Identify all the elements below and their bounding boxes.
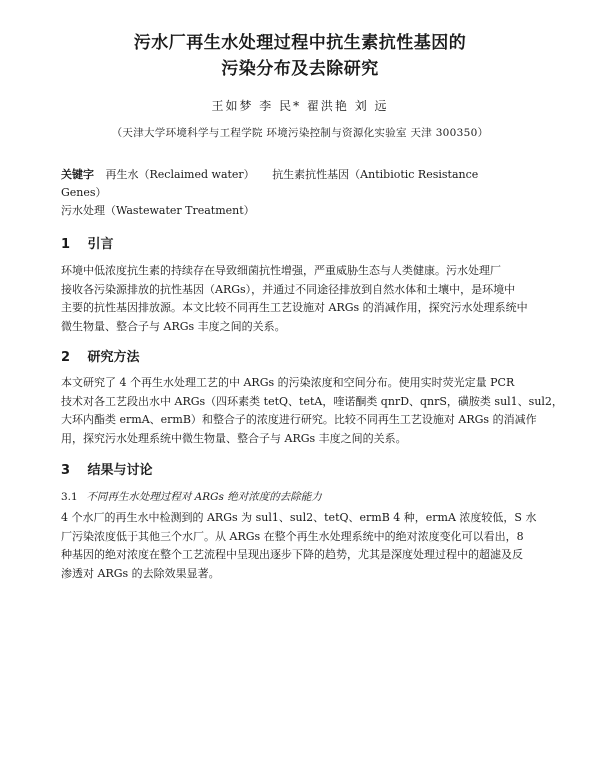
text-line: 渗透对 ARGs 的去除效果显著。 [61, 566, 220, 580]
keyword-item: 污水处理（Wastewater Treatment） [61, 204, 255, 217]
subsection-title: 不同再生水处理过程对 ARGs 绝对浓度的去除能力 [86, 491, 322, 503]
keywords-label: 关键字 [61, 168, 94, 181]
section-title: 引言 [87, 237, 114, 252]
title-line-2: 污染分布及去除研究 [221, 59, 379, 79]
text-line: 大环内酯类 ermA、ermB）和整合子的浓度进行研究。比较不同再生工艺设施对 ARGs 的消减作 [61, 413, 537, 426]
section-1-paragraph [61, 262, 568, 336]
section-number: 2 [61, 350, 71, 365]
text-line: 厂污染浓度低于其他三个水厂。从 ARGs 在整个再生水处理系统中的绝对浓度变化可以看出，8 [61, 529, 524, 543]
subsection-number: 3.1 [61, 491, 78, 503]
text-line: 种基因的绝对浓度在整个工艺流程中呈现出逐步下降的趋势，尤其是深度处理过程中的超滤及反 [61, 548, 523, 561]
text-line: 环境中低浓度抗生素的持续存在导致细菌抗性增强，严重威胁生态与人类健康。污水处理厂 [61, 264, 501, 277]
section-heading-1 [61, 233, 114, 252]
text-line: 主要的抗性基因排放源。本文比较不同再生工艺设施对 ARGs 的消减作用，探究污水处理系统中 [61, 301, 528, 314]
paper-title [0, 30, 600, 82]
subsection-heading-3-1 [61, 489, 322, 504]
section-heading-2 [61, 346, 140, 365]
text-line: 本文研究了 4 个再生水处理工艺的中 ARGs 的污染浓度和空间分布。使用实时荧光定量 PCR [61, 376, 515, 389]
section-title: 研究方法 [87, 350, 140, 365]
text-line: 微生物量、整合子与 ARGs 丰度之间的关系。 [61, 319, 286, 333]
text-line: 接收各污染源排放的抗性基因（ARGs），并通过不同途径排放到自然水体和土壤中，是环境中 [61, 282, 516, 296]
text-line: 用，探究污水处理系统中微生物量、整合子与 ARGs 丰度之间的关系。 [61, 431, 407, 445]
affiliation: （天津大学环境科学与工程学院 环境污染控制与资源化实验室 天津 300350） [111, 127, 489, 139]
title-line-1: 污水厂再生水处理过程中抗生素抗性基因的 [133, 33, 467, 53]
section-number: 3 [61, 463, 71, 478]
keywords-block [61, 166, 541, 220]
keyword-item: 抗生素抗性基因（Antibiotic Resistance Genes） [61, 168, 479, 199]
text-line: 技术对各工艺段出水中 ARGs（四环素类 tetQ、tetA，喹诺酮类 qnrD、qnrS，磺胺类 sul1、sul2， [61, 394, 563, 408]
section-number: 1 [61, 237, 71, 252]
section-heading-3 [61, 459, 153, 478]
section-3-paragraph [61, 509, 568, 583]
section-2-paragraph [61, 374, 568, 448]
keyword-item: 再生水（Reclaimed water） [105, 168, 255, 181]
text-line: 4 个水厂的再生水中检测到的 ARGs 为 sul1、sul2、tetQ、ermB 4 种，ermA 浓度较低，S 水 [61, 511, 537, 524]
author-list: 王如梦 李 民* 翟洪艳 刘 远 [211, 99, 389, 113]
section-title: 结果与讨论 [87, 463, 153, 478]
